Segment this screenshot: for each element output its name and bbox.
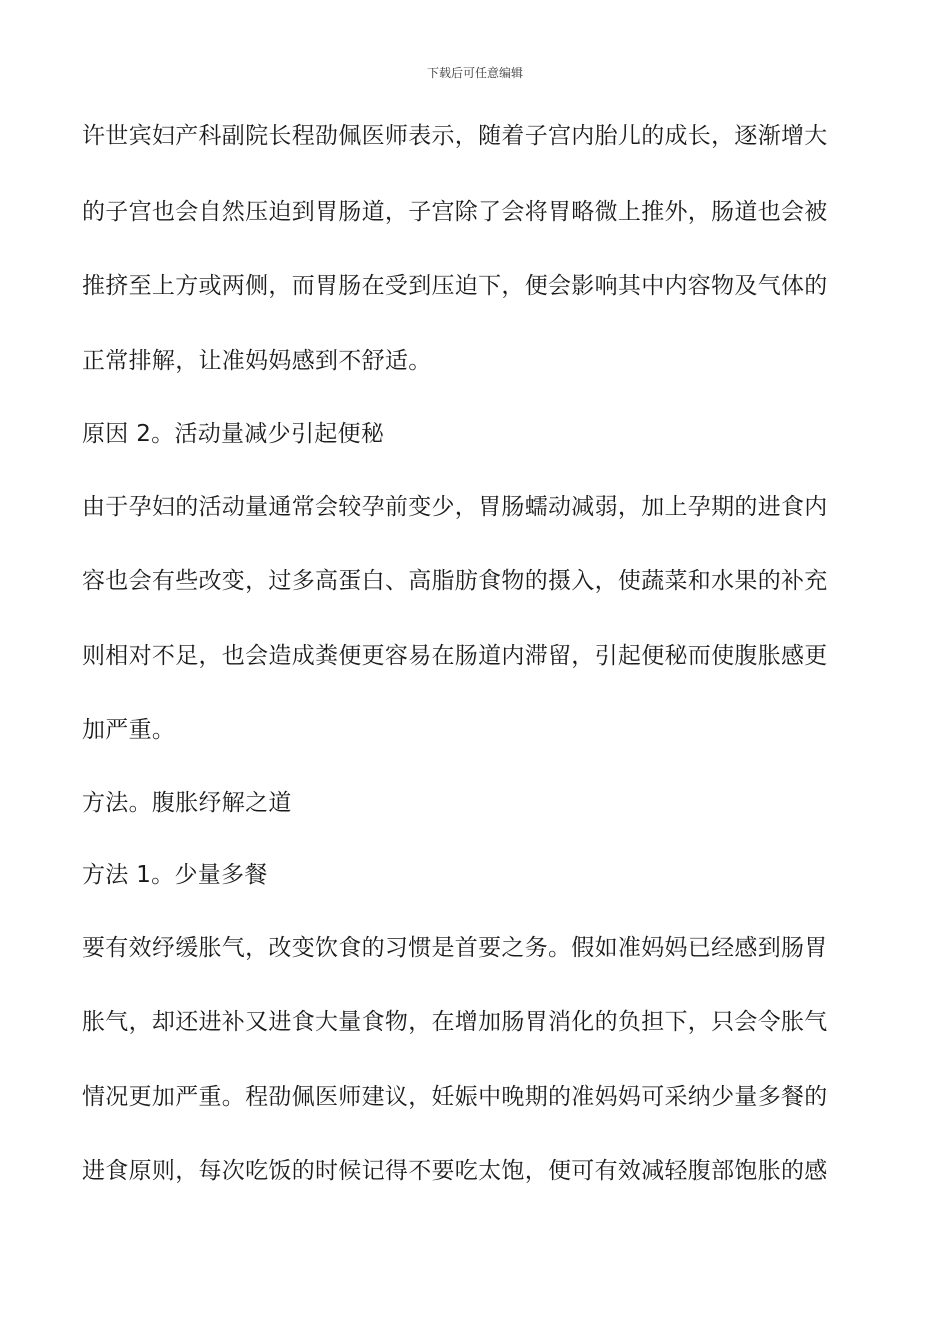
text-line: 要有效纾缓胀气，改变饮食的习惯是首要之务。假如准妈妈已经感到肠胃: [82, 935, 828, 961]
text-line: 则相对不足，也会造成粪便更容易在肠道内滞留，引起便秘而使腹胀感更: [82, 643, 828, 669]
text-line: 加严重。: [82, 717, 176, 743]
text-line: 的子宫也会自然压迫到胃肠道，子宫除了会将胃略微上推外，肠道也会被: [82, 199, 828, 225]
text-line: 容也会有些改变，过多高蛋白、高脂肪食物的摄入，使蔬菜和水果的补充: [82, 568, 828, 594]
text-line: 正常排解，让准妈妈感到不舒适。: [82, 348, 432, 374]
text-line: 推挤至上方或两侧，而胃肠在受到压迫下，便会影响其中内容物及气体的: [82, 273, 828, 299]
text-line: 情况更加严重。程劭佩医师建议，妊娠中晚期的准妈妈可采纳少量多餐的: [82, 1084, 828, 1110]
text-line: 进食原则，每次吃饭的时候记得不要吃太饱，便可有效减轻腹部饱胀的感: [82, 1158, 828, 1184]
header-note: 下载后可任意编辑: [426, 66, 523, 80]
section-heading: 方法。腹胀纾解之道: [82, 790, 292, 816]
text-line: 胀气，却还进补又进食大量食物，在增加肠胃消化的负担下，只会令胀气: [82, 1009, 828, 1035]
text-line: 由于孕妇的活动量通常会较孕前变少，胃肠蠕动减弱，加上孕期的进食内: [82, 494, 828, 520]
text-line: 许世宾妇产科副院长程劭佩医师表示，随着子宫内胎儿的成长，逐渐增大: [82, 123, 828, 149]
section-heading: 方法 1。少量多餐: [82, 862, 268, 888]
section-heading: 原因 2。活动量减少引起便秘: [82, 421, 385, 447]
